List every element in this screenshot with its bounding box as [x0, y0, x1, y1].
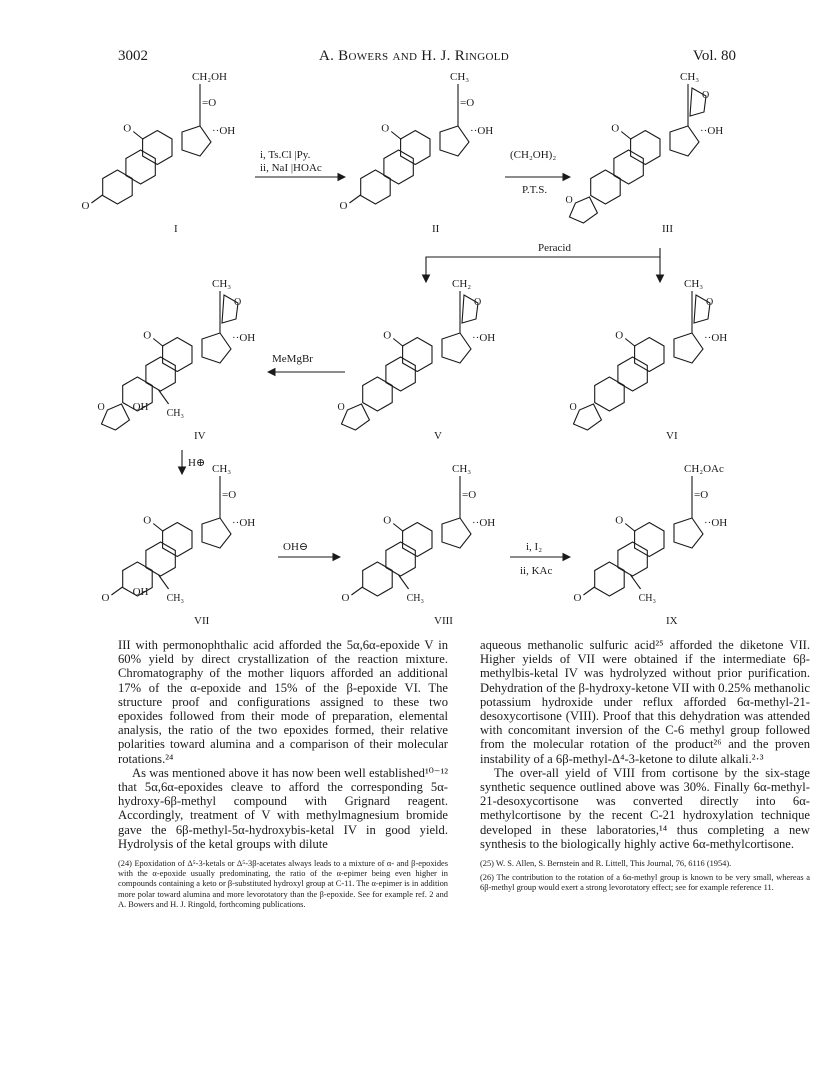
ring-d — [202, 333, 231, 363]
c11-ketone-label: O — [123, 122, 132, 135]
c3-ketone-label: O — [573, 592, 582, 604]
side-chain-label: CH₂OH — [192, 71, 228, 83]
paragraph: As was mentioned above it has now been well established¹⁰⁻¹² that 5α,6α-epoxides cleave to afford the corresponding 5α-hydroxy-6β-methyl compound with Grignard reagent. Accordingly, treatment of V with methylmagnesium bromide gave the 6β-methyl-5α-hydroxybis-ketal IV in good yield. Hydrolysis of the ketal groups with dilute — [118, 765, 448, 851]
c5-hydroxy-label: OH — [132, 586, 149, 598]
compound-label: III — [662, 223, 673, 235]
c6-methyl-label: CH₃ — [406, 593, 424, 604]
ring-b — [614, 150, 643, 184]
ring-c — [163, 523, 192, 557]
c3-ketone-label: O — [101, 592, 110, 604]
reagent-acid: H⊕ — [188, 457, 206, 469]
compound-i — [91, 84, 211, 204]
compound-vii — [111, 476, 231, 596]
ring-a — [103, 170, 133, 204]
c3-ketal-oxygen-label: O — [569, 402, 577, 413]
page-number: 3002 — [118, 48, 148, 64]
ring-d — [442, 518, 471, 548]
reagent-ethylene-glycol: (CH₂OH)₂ — [510, 149, 557, 161]
c3-ketal-oxygen-label: O — [97, 402, 105, 413]
reagent-kac: ii, KAc — [520, 565, 553, 577]
ketal-oxygen-label: O — [706, 297, 714, 308]
compound-label: I — [174, 223, 178, 235]
ring-c — [403, 338, 432, 372]
text-column-left — [118, 638, 448, 910]
compound-label: IX — [666, 615, 678, 627]
c6-methyl-label: CH₃ — [166, 408, 184, 419]
ring-d — [442, 333, 471, 363]
c17-hydroxy-label: ··OH — [704, 517, 728, 529]
c6-methyl-label: CH₃ — [638, 593, 656, 604]
c11-ketone-label: O — [143, 514, 152, 527]
c11-ketone-label: O — [611, 122, 620, 135]
paragraph: III with permonophthalic acid afforded the 5α,6α-epoxide V in 60% yield by direct crystallization of the reaction mixture. Chromatography of the mother liquors afforded an additional 17% of the α-epoxide and 15% of the β-epoxide VI. The structure proof and configurations assigned to these two epoxides followed from their mode of preparation, elemental analysis, the ratio of the two epoxides formed, their relative polarities toward alumina and a comparison of their molecular rotations.²⁴ — [118, 638, 448, 766]
footnote-25: (25) W. S. Allen, S. Bernstein and R. Littell, This Journal, 76, 6116 (1954). — [480, 859, 732, 869]
ring-a — [363, 377, 393, 411]
ring-c — [635, 338, 664, 372]
c17-hydroxy-label: ··OH — [232, 517, 256, 529]
ring-b — [386, 357, 415, 391]
ring-d — [674, 518, 703, 548]
compound-label: VIII — [434, 615, 453, 627]
compound-label: VI — [666, 430, 678, 442]
c11-ketone-label: O — [615, 514, 624, 527]
c17-hydroxy-label: ··OH — [470, 125, 494, 137]
ring-d — [674, 333, 703, 363]
c11-ketone-label: O — [615, 329, 624, 342]
c20-ketone-label: =O — [460, 97, 475, 109]
c17-hydroxy-label: ··OH — [472, 517, 496, 529]
compound-vi — [573, 291, 710, 430]
c11-ketone-label: O — [383, 329, 392, 342]
compound-label: II — [432, 223, 440, 235]
c20-ketone-label: =O — [222, 489, 237, 501]
c20-ketone-label: =O — [694, 489, 709, 501]
c3-ketone-label: O — [339, 200, 348, 212]
ring-a — [591, 170, 621, 204]
ring-b — [146, 542, 175, 576]
ring-b — [126, 150, 155, 184]
ring-c — [635, 523, 664, 557]
c20-ketone-label: =O — [462, 489, 477, 501]
ring-b — [384, 150, 413, 184]
ring-d — [182, 126, 211, 156]
reagent-nai: ii, NaI |HOAc — [260, 162, 322, 174]
reagent-iodine: i, I₂ — [526, 541, 543, 553]
reagent-peracid: Peracid — [538, 242, 571, 254]
c11-ketone-label: O — [381, 122, 390, 135]
c5-hydroxy-label: OH — [132, 401, 149, 413]
ring-d — [202, 518, 231, 548]
ring-c — [401, 131, 430, 165]
side-chain-label: CH₂OAc — [684, 463, 724, 475]
ring-a — [363, 562, 393, 596]
compound-v — [341, 291, 478, 430]
reagent-base: OH⊖ — [283, 541, 309, 553]
ring-c — [163, 338, 192, 372]
c3-ketal-ring — [341, 404, 369, 430]
c20-ketone-label: =O — [202, 97, 217, 109]
c3-ketone-label: O — [341, 592, 350, 604]
reagent-tscl: i, Ts.Cl |Py. — [260, 149, 311, 161]
compound-label: VII — [194, 615, 210, 627]
c17-hydroxy-label: ··OH — [472, 332, 496, 344]
c17-hydroxy-label: ··OH — [212, 125, 236, 137]
side-chain-label: CH₃ — [680, 71, 700, 83]
volume-label: Vol. 80 — [692, 48, 736, 64]
ring-c — [143, 131, 172, 165]
ring-b — [146, 357, 175, 391]
reagent-memgbr: MeMgBr — [272, 353, 313, 365]
side-chain-label: CH₂ — [452, 278, 472, 290]
compound-viii — [351, 476, 471, 596]
ring-c — [631, 131, 660, 165]
ring-a — [361, 170, 391, 204]
side-chain-label: CH₃ — [452, 463, 472, 475]
c11-ketone-label: O — [383, 514, 392, 527]
c11-ketone-label: O — [143, 329, 152, 342]
ketal-oxygen-label: O — [474, 297, 482, 308]
footnote-24: (24) Epoxidation of Δ⁵-3-ketals or Δ⁵-3β-acetates always leads to a mixture of α- and β-epoxides with the α-epoxide usually predominating, the ratio of the α-epimer being even higher in compounds containing a keto or β-substituted hydroxyl group at C-11. The α-epimer is in addition more polar toward alumina and more levorotatory than the β-epoxide. See for example ref. 2 and A. Bowers and H. J. Ringold, forthcoming publications. — [118, 859, 448, 909]
ring-b — [386, 542, 415, 576]
c3-ketal-ring — [573, 404, 601, 430]
c6-methyl-label: CH₃ — [166, 593, 184, 604]
reagent-pts: P.T.S. — [522, 184, 548, 196]
c3-ketal-oxygen-label: O — [565, 195, 573, 206]
compound-iii — [569, 84, 706, 223]
compound-ix — [583, 476, 703, 596]
c3-ketal-ring — [569, 197, 597, 223]
paragraph: The over-all yield of VIII from cortisone by the six-stage synthetic sequence outlined above was 30%. Finally 6α-methyl-21-desoxycortisone was converted directly into 6α-methylcortisone by the recent C-21 hydroxylation technique developed in these laboratories,¹⁴ thus completing a new synthesis to the biologically highly active 6α-methylcortisone. — [480, 765, 810, 851]
c3-ketal-oxygen-label: O — [337, 402, 345, 413]
c17-hydroxy-label: ··OH — [700, 125, 724, 137]
ring-b — [618, 357, 647, 391]
c3-ketal-ring — [101, 404, 129, 430]
compound-ii — [349, 84, 469, 204]
side-chain-label: CH₃ — [684, 278, 704, 290]
c17-hydroxy-label: ··OH — [232, 332, 256, 344]
ring-c — [403, 523, 432, 557]
ring-b — [618, 542, 647, 576]
text-column-right — [480, 638, 810, 894]
ketal-oxygen-label: O — [234, 297, 242, 308]
ketal-oxygen-label: O — [702, 90, 710, 101]
ring-a — [595, 562, 625, 596]
c17-hydroxy-label: ··OH — [704, 332, 728, 344]
side-chain-label: CH₃ — [450, 71, 470, 83]
footnote-26: (26) The contribution to the rotation of a 6α-methyl group is known to be very small, whereas a 6β-methyl group would exert a strong levorotatory effect; see for example reference 11. — [480, 873, 810, 893]
side-chain-label: CH₃ — [212, 278, 232, 290]
c3-ketone-label: O — [81, 200, 90, 212]
ring-d — [440, 126, 469, 156]
running-header-authors: A. Bowers and H. J. Ringold — [318, 48, 510, 64]
side-chain-label: CH₃ — [212, 463, 232, 475]
paragraph: aqueous methanolic sulfuric acid²⁵ afforded the diketone VII. Higher yields of VII were obtained if the intermediate 6β-methylbis-ketal IV was hydrolyzed without prior purification. Dehydration of the β-hydroxy-ketone VII with 0.25% methanolic potassium hydroxide under reflux afforded 6α-methyl-21-desoxycortisone (VIII). Proof that this dehydration was attended with concomitant inversion of the C-6 methyl group followed from the molecular rotation of the product²⁶ and the proven instability of a 6β-methyl-Δ⁴-3-ketone to dilute alkali.²·³ — [480, 638, 810, 766]
compound-label: V — [434, 430, 442, 442]
ring-a — [595, 377, 625, 411]
ring-d — [670, 126, 699, 156]
compound-label: IV — [194, 430, 206, 442]
